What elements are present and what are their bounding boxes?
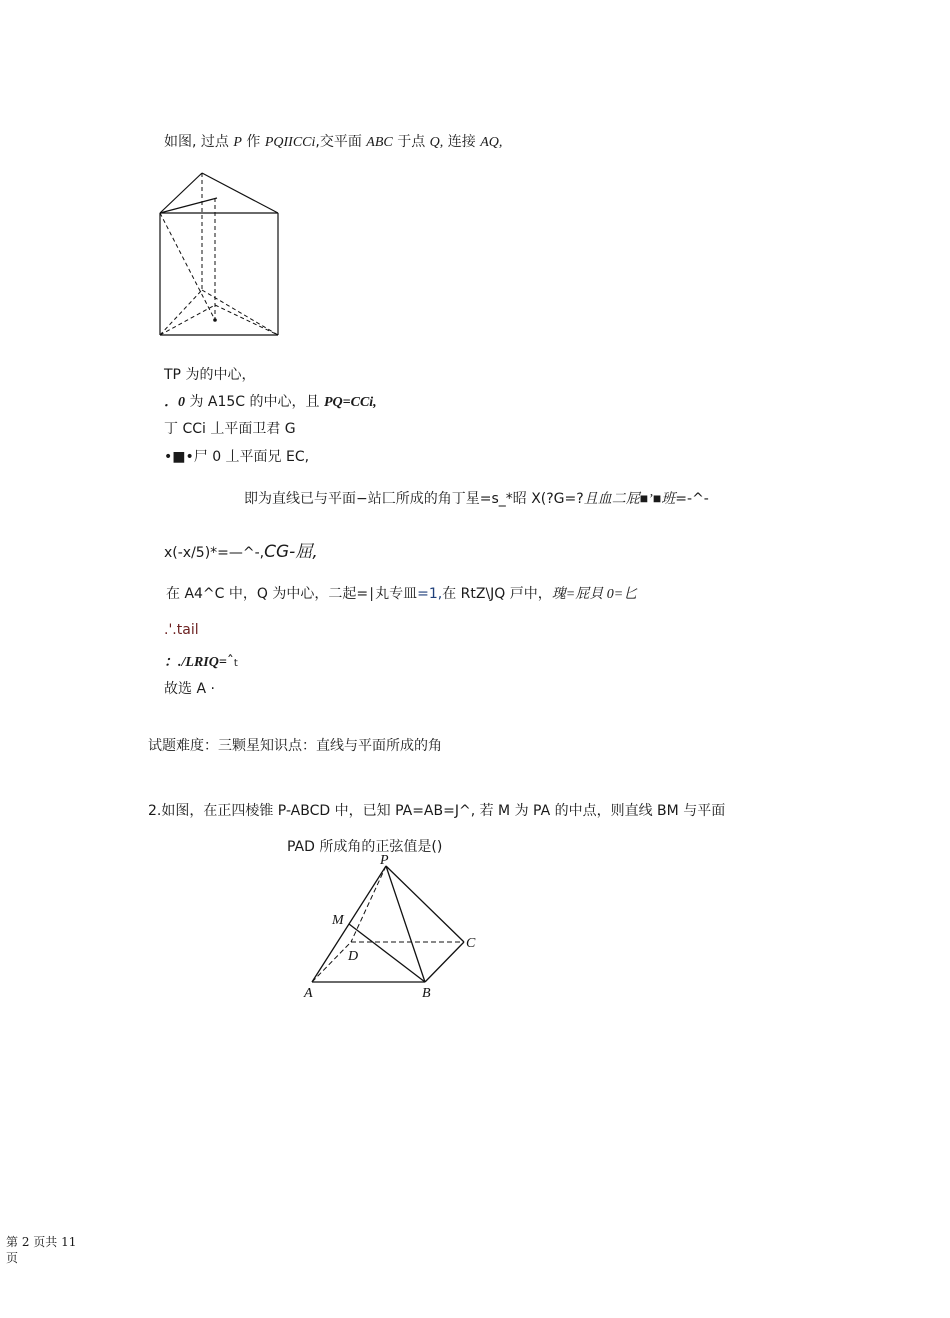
question2-line1: 2.如图，在正四棱锥 P-ABCD 中，已知 PA=AB=J^, 若 M 为 PA 的中点，则直线 BM 与平面: [148, 803, 726, 819]
page-number-line1: 第 2 页共 11: [6, 1235, 77, 1249]
segment-pc1: [215, 305, 278, 335]
intro-text: 如图, 过点: [164, 134, 234, 150]
solution-line-3: 丁 CCi 丄平面卫君 G: [164, 421, 296, 437]
pyramid-figure: [298, 852, 488, 1002]
solution-line-6: [164, 537, 318, 562]
edge-pc: [386, 866, 464, 942]
edge-b1c1: [202, 290, 278, 335]
line5-text: 即为直线已与平面−站匚所成的角丁星=s_*昭 X(?G=?: [244, 491, 584, 507]
edge-pb: [386, 866, 425, 982]
label-c: C: [466, 936, 476, 951]
solution-line-4: •■•尸 0 丄平面兄 EC,: [164, 449, 310, 465]
label-p: P: [380, 853, 389, 868]
solution-answer: 故选 A ·: [164, 681, 215, 697]
label-a: A: [304, 986, 313, 1001]
solution-line-5: [244, 488, 709, 508]
intro-point-q: Q,: [429, 135, 444, 150]
segment-ap: [160, 213, 215, 320]
edge-pd: [351, 866, 386, 942]
line6-formula: CG-屈,: [264, 542, 318, 562]
line7-formula: 瑰=屁貝 0=匕: [551, 587, 638, 602]
intro-text: 于点: [392, 134, 430, 150]
question2-line2: PAD 所成角的正弦值是(): [287, 839, 443, 855]
solution-line-9: [164, 651, 238, 671]
segment-bm: [349, 924, 425, 982]
point-p-dot: [213, 318, 217, 322]
label-d: D: [348, 949, 359, 964]
intro-text: 连接: [443, 134, 481, 150]
solution-line-1: TP 为的中心，: [164, 367, 256, 383]
prism-figure: [145, 165, 310, 355]
line7-text: 在 RtZ\JQ 戸中，: [442, 586, 552, 602]
intro-formula: PQIICCi: [264, 135, 316, 150]
line5-formula: 且血二屁■’■班: [583, 492, 676, 507]
intro-plane: ABC: [366, 135, 393, 150]
label-b: B: [422, 986, 431, 1001]
edge-ad: [312, 942, 351, 982]
intro-segment-aq: AQ,: [480, 135, 503, 150]
line7-value: =1,: [417, 586, 443, 602]
edge-bc: [202, 173, 278, 213]
solution-line-7: [166, 583, 637, 603]
segment-a1p: [160, 305, 215, 335]
line5-tail: =-^-: [675, 491, 709, 507]
solution-intro: [164, 131, 502, 151]
solution-line-2: [164, 391, 377, 411]
solution-line-8: .'.tail: [164, 622, 199, 638]
intro-text: ,交平面: [315, 134, 367, 150]
line2-formula: PQ=CCi,: [323, 395, 377, 410]
intro-text: 作: [241, 134, 265, 150]
line9-formula: ：./LRIQ=: [164, 655, 227, 670]
line6-text: x(-x/5)*=—^-,: [164, 545, 265, 561]
edge-a1b1: [160, 290, 202, 335]
intro-point-p: P: [233, 135, 242, 150]
line2-text: 为 A15C 的中心，且: [185, 394, 324, 410]
line2-lead: ．0: [164, 395, 185, 410]
label-m: M: [332, 913, 344, 928]
page-number-line2: 页: [6, 1251, 19, 1265]
line7-text: 在 A4^C 中，Q 为中心，二起=∣丸专皿: [166, 586, 418, 602]
question-meta: 试题难度：三颗星知识点：直线与平面所成的角: [148, 738, 442, 754]
edge-bc: [425, 942, 464, 982]
line9-hat: ˆ: [226, 654, 234, 670]
line9-sub: t: [233, 658, 238, 669]
